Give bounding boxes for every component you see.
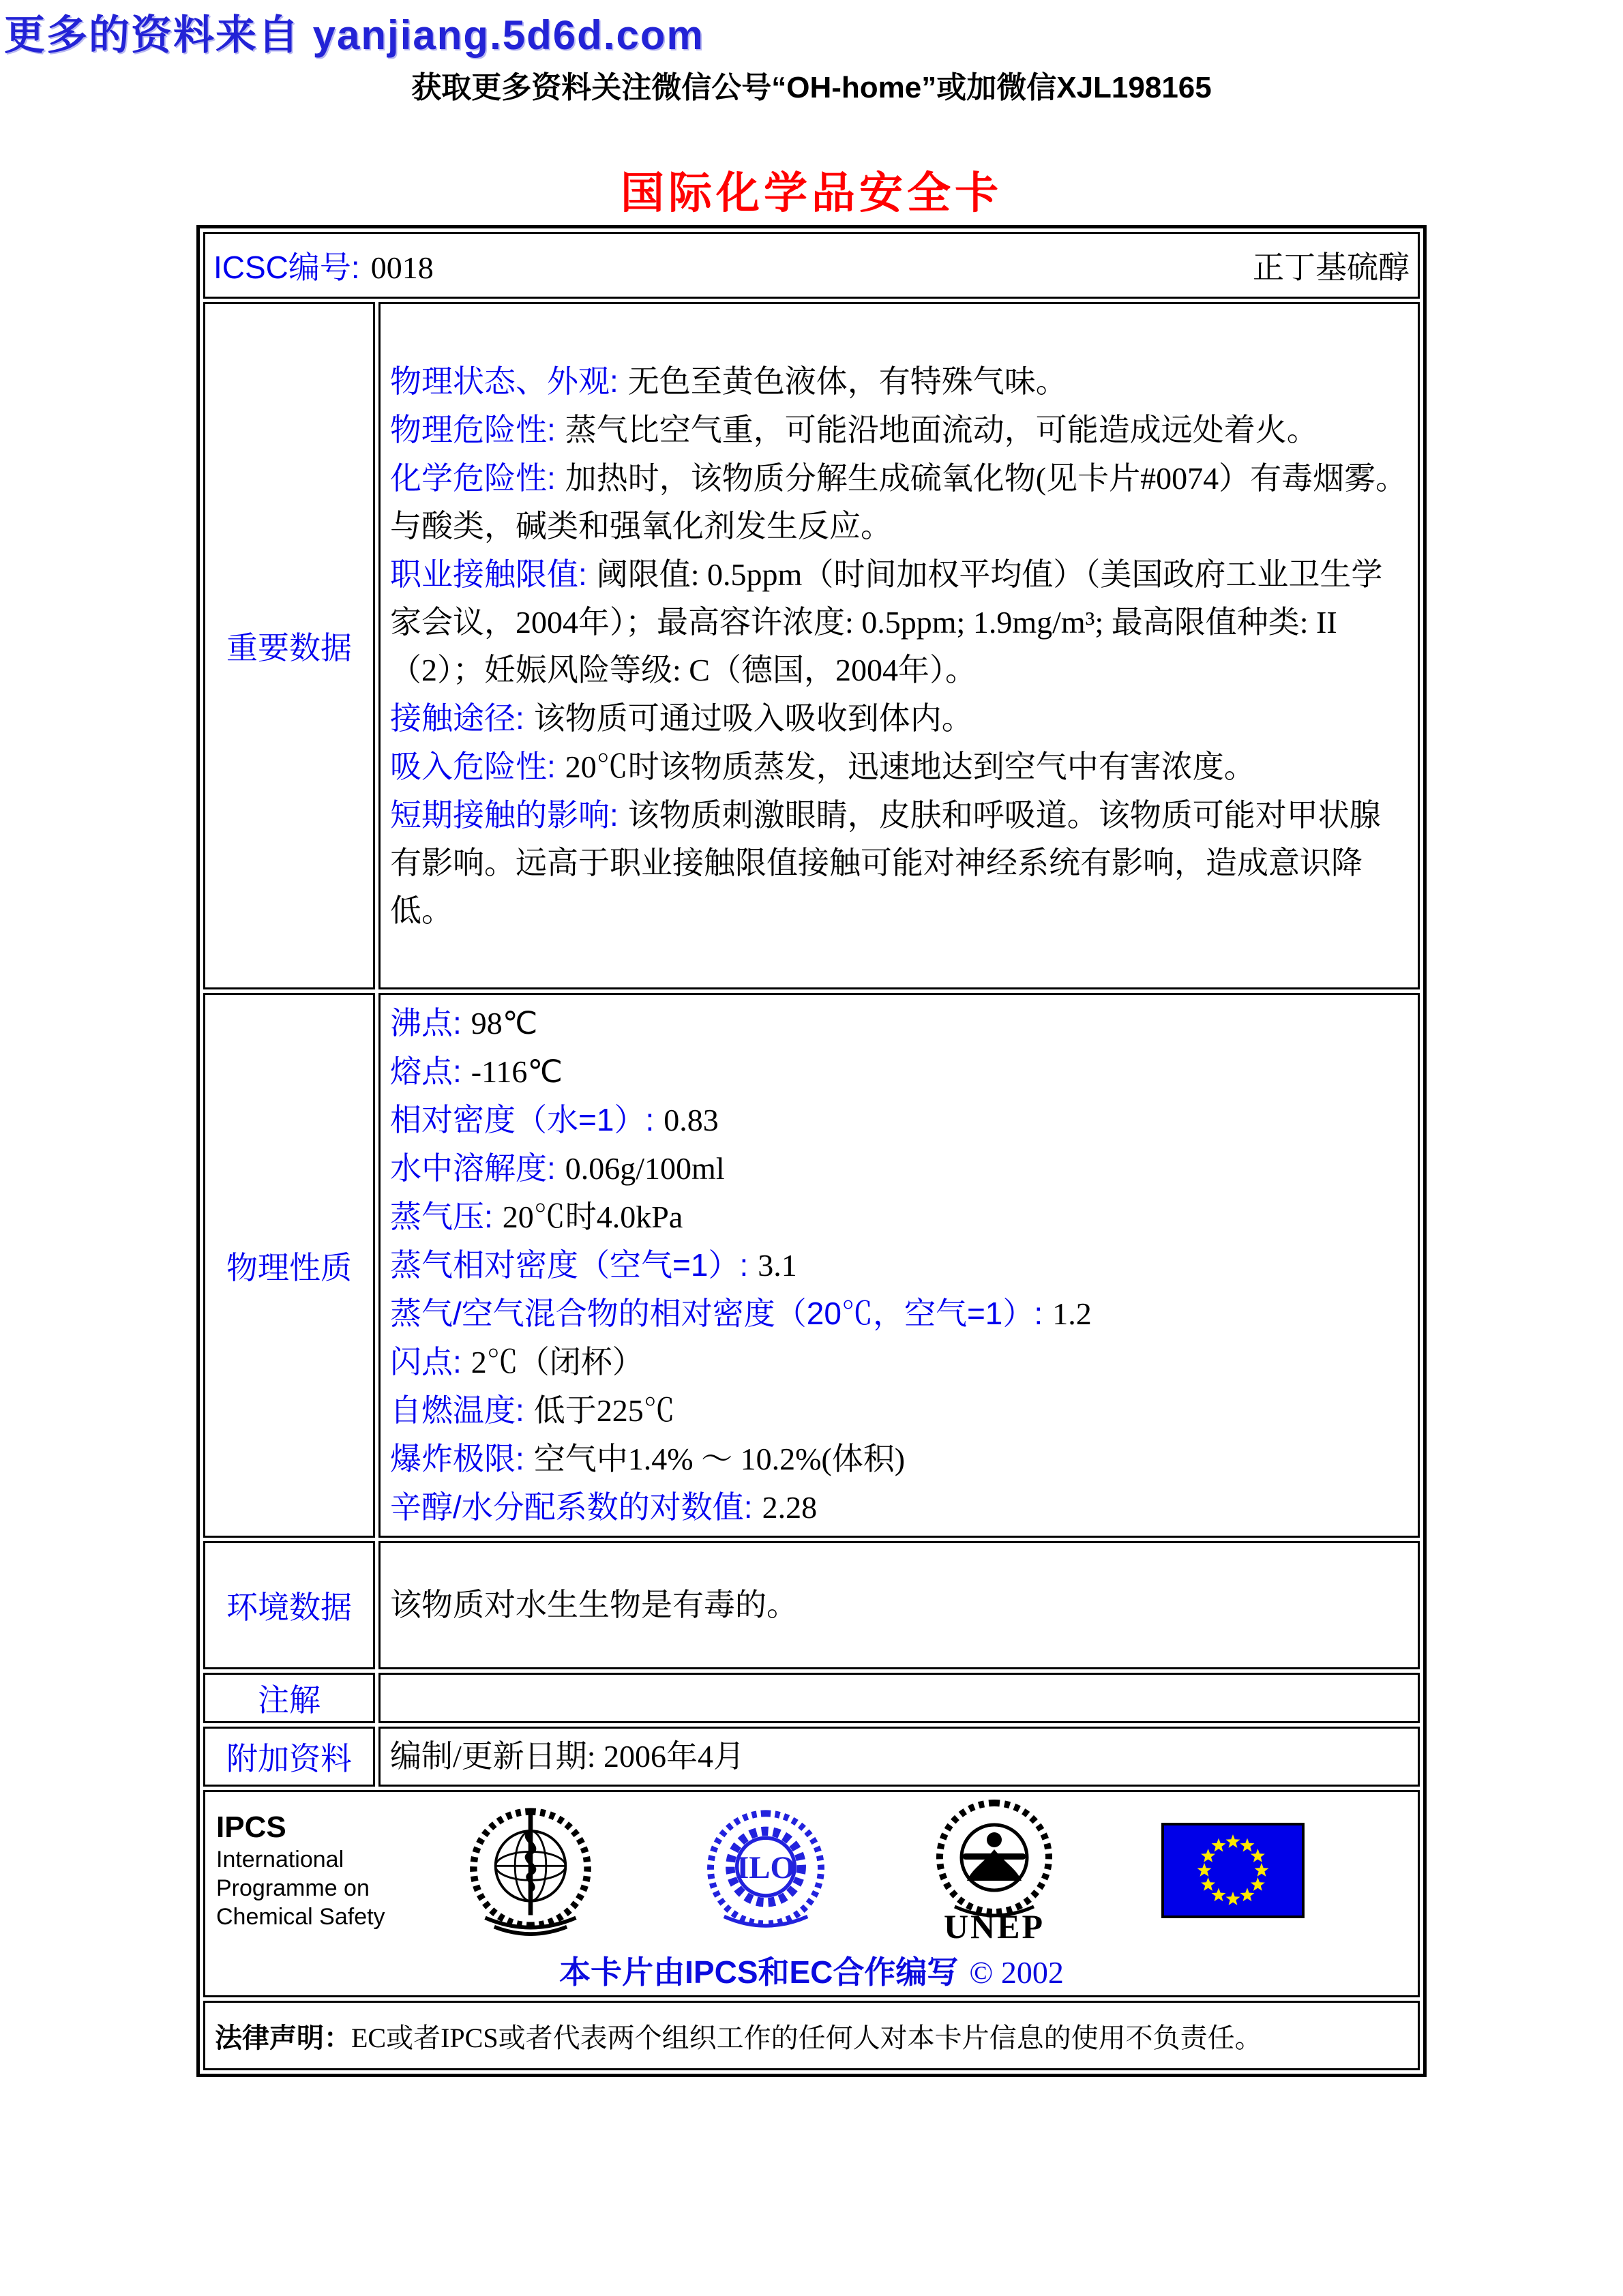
important-item: [390, 791, 1408, 935]
item-text: 1.2: [1052, 1296, 1092, 1331]
wechat-notice: 获取更多资料关注微信公号“OH-home”或加微信XJL198165: [411, 71, 1212, 104]
section-content-important-data: [378, 302, 1420, 989]
item-text: 2.28: [762, 1490, 818, 1525]
item-label: 沸点:: [390, 1005, 462, 1041]
property-item: [390, 1338, 1408, 1386]
section-label-physical-properties: 物理性质: [203, 993, 375, 1538]
item-text: 该物质可通过吸入吸收到体内。: [533, 700, 973, 736]
ilo-logo-icon: [704, 1807, 827, 1934]
property-item: [390, 1193, 1408, 1241]
item-text: 3.1: [758, 1248, 797, 1283]
copyright-year: © 2002: [969, 1955, 1064, 1990]
safety-card-table: [196, 225, 1427, 2077]
table-row: [203, 302, 1420, 989]
table-row: [203, 232, 1420, 299]
item-label: 短期接触的影响:: [390, 796, 619, 833]
item-text: 0.06g/100ml: [565, 1151, 725, 1186]
section-content-additional-info: 编制/更新日期: 2006年4月: [378, 1727, 1420, 1787]
item-label: 职业接触限值:: [390, 556, 587, 592]
table-row: [203, 993, 1420, 1538]
item-label: 爆炸极限:: [390, 1441, 524, 1476]
table-row: [203, 2001, 1420, 2070]
item-label: 闪点:: [390, 1344, 462, 1380]
table-row: [203, 1541, 1420, 1669]
property-item: [390, 1047, 1408, 1096]
icsc-number-group: [213, 243, 434, 288]
logos-strip: [216, 1799, 1407, 1942]
section-content-notes: [378, 1673, 1420, 1723]
unep-logo-icon: [916, 1799, 1073, 1942]
item-text: 无色至黄色液体，有特殊气味。: [627, 363, 1067, 399]
important-item: [390, 694, 1408, 743]
table-row: [203, 1727, 1420, 1787]
ipcs-text-block: [216, 1810, 421, 1931]
item-text: 98℃: [471, 1006, 538, 1041]
section-label-notes: 注解: [203, 1673, 375, 1723]
item-label: 吸入危险性:: [390, 748, 556, 784]
icsc-number-label: ICSC编号:: [213, 250, 360, 285]
item-label: 蒸气压:: [390, 1199, 493, 1234]
logos-cell: [203, 1790, 1420, 1997]
chemical-name: 正丁基硫醇: [1253, 250, 1410, 285]
item-label: 化学危险性:: [390, 460, 556, 496]
legal-text: EC或者IPCS或者代表两个组织工作的任何人对本卡片信息的使用不负责任。: [351, 2022, 1262, 2053]
copyright-line: [216, 1948, 1407, 1993]
eu-flag-icon: [1161, 1823, 1305, 1918]
section-content-physical-properties: [378, 993, 1420, 1538]
ipcs-title: IPCS: [216, 1810, 286, 1844]
item-label: 熔点:: [390, 1054, 462, 1089]
ilo-label: ILO: [736, 1849, 795, 1885]
property-item: [390, 1435, 1408, 1483]
icsc-header-cell: [203, 232, 1420, 299]
item-text: 加热时，该物质分解生成硫氧化物(见卡片#0074）有毒烟雾。与酸类，碱类和强氧化剂发生反应。: [390, 460, 1408, 543]
important-item: [390, 743, 1408, 791]
icsc-number-value: 0018: [370, 250, 434, 285]
section-label-important-data: 重要数据: [203, 302, 375, 989]
site-banner: 更多的资料来自 yanjiang.5d6d.com: [4, 12, 704, 58]
item-text: 0.83: [664, 1103, 719, 1137]
item-text: 该物质刺激眼睛，皮肤和呼吸道。该物质可能对甲状腺有影响。远高于职业接触限值接触可能对神经系统有影响，造成意识降低。: [390, 797, 1381, 928]
item-text: 20℃时4.0kPa: [502, 1199, 683, 1234]
item-text: -116℃: [471, 1054, 563, 1089]
item-label: 蒸气相对密度（空气=1）:: [390, 1247, 749, 1283]
item-label: 物理状态、外观:: [390, 363, 619, 399]
item-text: 20℃时该物质蒸发，迅速地达到空气中有害浓度。: [565, 749, 1255, 784]
section-content-environmental-data: 该物质对水生生物是有毒的。: [378, 1541, 1420, 1669]
ipcs-line: Programme on: [216, 1875, 370, 1901]
property-item: [390, 999, 1408, 1047]
table-row: [203, 1790, 1420, 1997]
page-title: 国际化学品安全卡: [621, 169, 1002, 218]
legal-label: 法律声明：: [215, 2023, 351, 2053]
item-label: 水中溶解度:: [390, 1150, 556, 1186]
item-label: 相对密度（水=1）:: [390, 1102, 655, 1137]
copyright-text: 本卡片由IPCS和EC合作编写: [559, 1954, 959, 1990]
ipcs-line: Chemical Safety: [216, 1904, 385, 1930]
who-logo-icon: [466, 1804, 595, 1937]
important-item: [390, 357, 1408, 406]
item-label: 物理危险性:: [390, 411, 556, 447]
section-label-environmental-data: 环境数据: [203, 1541, 375, 1669]
property-item: [390, 1096, 1408, 1144]
property-item: [390, 1289, 1408, 1338]
section-label-additional-info: 附加资料: [203, 1727, 375, 1787]
unep-label: UNEP: [943, 1907, 1045, 1942]
item-text: 2℃（闭杯）: [471, 1345, 644, 1380]
property-item: [390, 1386, 1408, 1435]
item-label: 自燃温度:: [390, 1392, 524, 1428]
item-text: 空气中1.4% ～ 10.2%(体积): [533, 1442, 906, 1476]
item-label: 辛醇/水分配系数的对数值:: [390, 1489, 753, 1525]
item-text: 阈限值: 0.5ppm（时间加权平均值）（美国政府工业卫生学家会议，2004年）；最高容许浓度: 0.5ppm; 1.9mg/m³; 最高限值种类: II（2）；妊娠风险等级: C（德国，2004年）。: [390, 556, 1383, 687]
ipcs-line: International: [216, 1847, 344, 1873]
item-label: 蒸气/空气混合物的相对密度（20℃，空气=1）:: [390, 1296, 1043, 1331]
item-text: 蒸气比空气重，可能沿地面流动，可能造成远处着火。: [565, 412, 1318, 447]
important-item: [390, 454, 1408, 550]
item-text: 低于225℃: [533, 1393, 675, 1428]
legal-cell: [203, 2001, 1420, 2070]
property-item: [390, 1483, 1408, 1532]
important-item: [390, 550, 1408, 694]
item-label: 接触途径:: [390, 700, 524, 736]
property-item: [390, 1241, 1408, 1289]
property-item: [390, 1144, 1408, 1193]
important-item: [390, 406, 1408, 454]
table-row: [203, 1673, 1420, 1723]
